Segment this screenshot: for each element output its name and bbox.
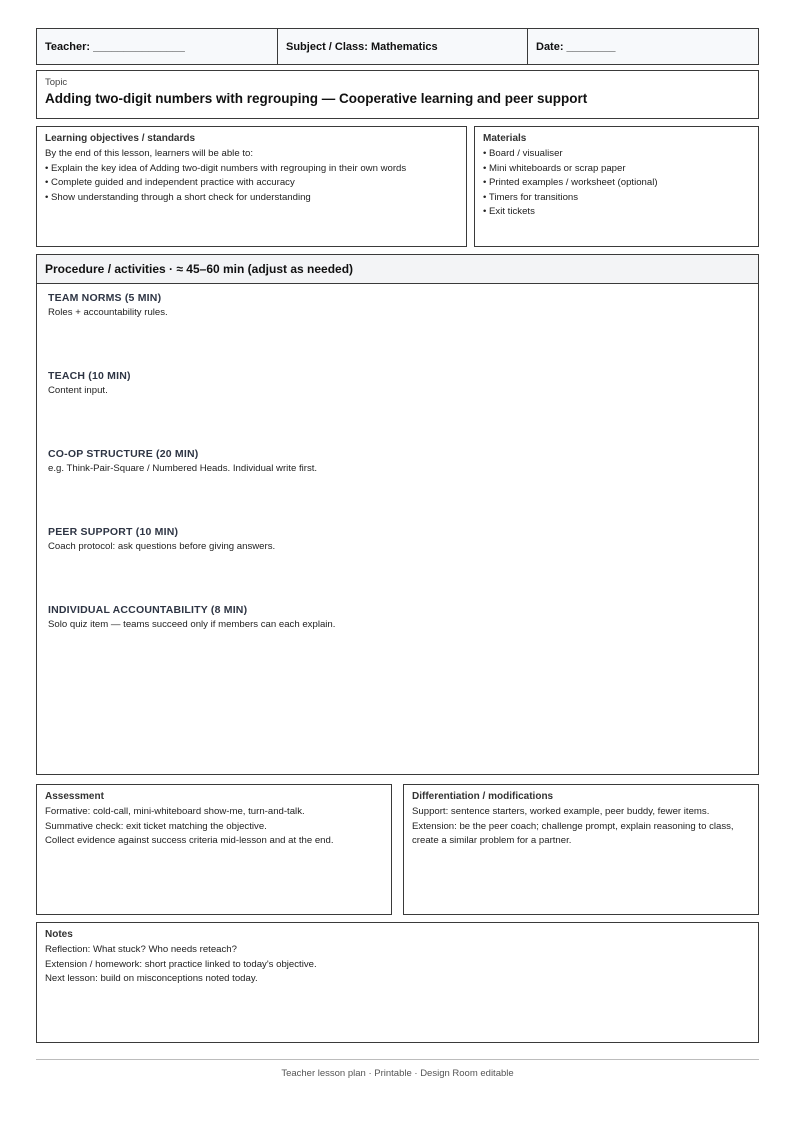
notes-section (36, 922, 759, 1043)
procedure-step[interactable] (48, 370, 131, 396)
materials-item: • Exit tickets (483, 206, 535, 217)
footer-divider (36, 1059, 759, 1060)
topic-title[interactable]: Adding two-digit numbers with regrouping — Cooperative learning and peer support (45, 91, 588, 106)
step-description: Roles + accountability rules. (48, 307, 168, 318)
materials-label: Materials (483, 133, 527, 144)
materials-item: • Printed examples / worksheet (optional) (483, 177, 658, 188)
step-description: Solo quiz item — teams succeed only if members can each explain. (48, 619, 336, 630)
procedure-step[interactable] (48, 292, 168, 318)
assessment-line: Collect evidence against success criteria mid-lesson and at the end. (45, 835, 334, 846)
notes-line: Next lesson: build on misconceptions noted today. (45, 973, 258, 984)
assessment-line: Summative check: exit ticket matching the objective. (45, 820, 267, 832)
step-description: e.g. Think-Pair-Square / Numbered Heads. Individual write first. (48, 463, 318, 474)
step-description: Content input. (48, 385, 108, 396)
objectives-line: • Show understanding through a short check for understanding (45, 191, 311, 203)
footer-text: Teacher lesson plan · Printable · Design Room editable (281, 1068, 514, 1079)
materials-item: • Timers for transitions (483, 191, 579, 203)
header-bar (36, 28, 759, 65)
objectives-label: Learning objectives / standards (45, 133, 196, 144)
materials-item: • Mini whiteboards or scrap paper (483, 162, 626, 174)
procedure-step[interactable] (48, 448, 317, 474)
objectives-line: • Explain the key idea of Adding two-digit numbers with regrouping in their own words (45, 162, 407, 174)
topic-section (36, 70, 759, 119)
step-title: TEACH (10 MIN) (48, 370, 131, 382)
procedure-heading: Procedure / activities · ≈ 45–60 min (adjust as needed) (37, 255, 758, 284)
teacher-field[interactable]: Teacher: _______________ (45, 40, 185, 53)
notes-text[interactable] (45, 943, 750, 987)
differentiation-label: Differentiation / modifications (412, 791, 554, 802)
date-field[interactable]: Date: ________ (527, 29, 758, 64)
differentiation-section (403, 784, 759, 915)
differentiation-line: Support: sentence starters, worked example, peer buddy, fewer items. (412, 806, 710, 817)
materials-section (474, 126, 759, 247)
assessment-line: Formative: cold-call, mini-whiteboard show-me, turn-and-talk. (45, 806, 305, 817)
notes-line: Extension / homework: short practice linked to today's objective. (45, 958, 317, 970)
procedure-step[interactable] (48, 604, 335, 630)
step-title: CO-OP STRUCTURE (20 MIN) (48, 448, 199, 460)
step-title: PEER SUPPORT (10 MIN) (48, 526, 179, 538)
step-title: INDIVIDUAL ACCOUNTABILITY (8 MIN) (48, 604, 248, 616)
objectives-section (36, 126, 467, 247)
objectives-line: • Complete guided and independent practice with accuracy (45, 177, 295, 188)
materials-item: • Board / visualiser (483, 148, 563, 159)
materials-list[interactable] (483, 147, 750, 220)
procedure-step[interactable] (48, 526, 275, 552)
assessment-label: Assessment (45, 791, 104, 802)
differentiation-text[interactable] (412, 805, 750, 849)
step-title: TEAM NORMS (5 MIN) (48, 292, 162, 304)
procedure-section (36, 254, 759, 775)
objectives-list[interactable] (45, 147, 458, 205)
notes-label: Notes (45, 929, 73, 940)
differentiation-line: Extension: be the peer coach; challenge prompt, explain reasoning to class, (412, 820, 734, 832)
topic-label: Topic (45, 77, 68, 88)
notes-line: Reflection: What stuck? Who needs reteach? (45, 944, 237, 955)
subject-class-field[interactable]: Subject / Class: Mathematics (277, 29, 527, 64)
step-description: Coach protocol: ask questions before giving answers. (48, 541, 276, 552)
assessment-text[interactable] (45, 805, 383, 849)
assessment-section (36, 784, 392, 915)
differentiation-line: create a similar problem for a partner. (412, 835, 572, 846)
objectives-line: By the end of this lesson, learners will be able to: (45, 148, 253, 159)
